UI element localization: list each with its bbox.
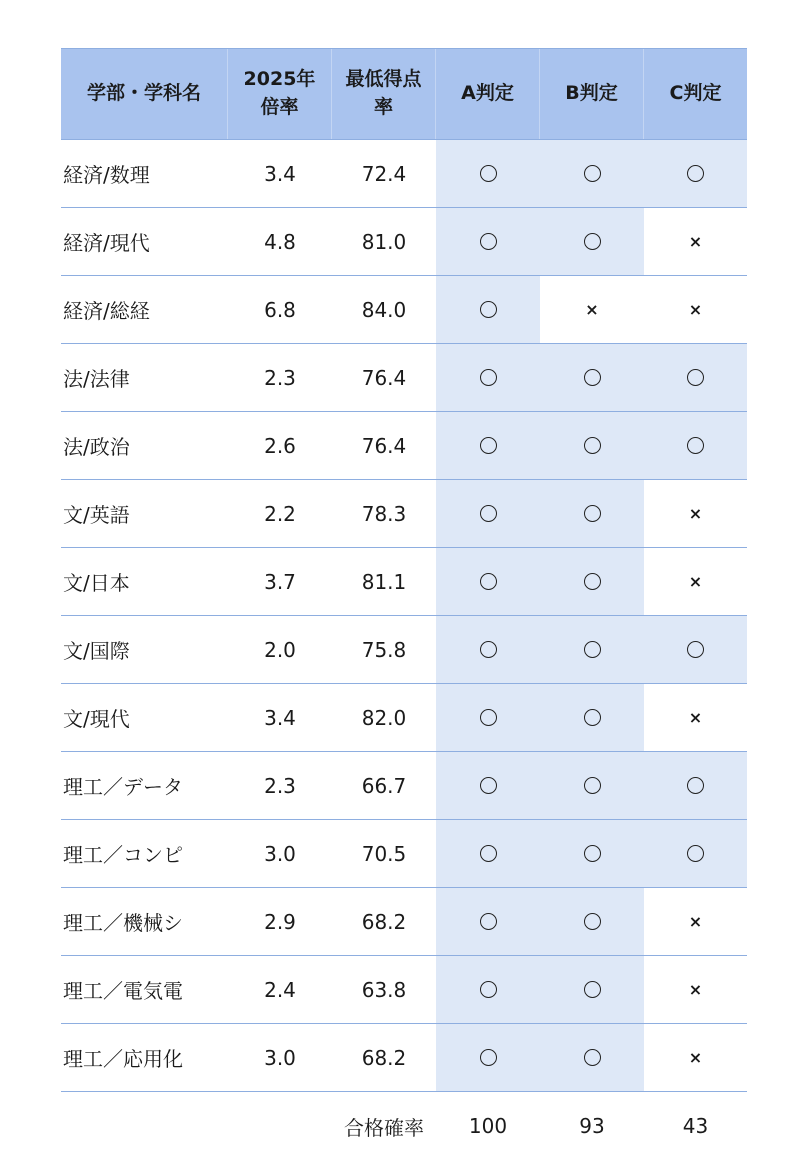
min-score-value: 82.0 bbox=[361, 705, 407, 730]
judgement-b-cell bbox=[540, 616, 644, 683]
pass-mark-icon bbox=[480, 981, 497, 998]
department-name: 理工／コンピ bbox=[63, 843, 183, 867]
judgement-c-cell bbox=[644, 1024, 747, 1091]
pass-mark-icon bbox=[584, 573, 601, 590]
department-name: 理工／データ bbox=[63, 775, 183, 799]
ratio-value: 3.0 bbox=[264, 1045, 296, 1070]
ratio-value: 2.3 bbox=[264, 365, 296, 390]
judgement-b-cell bbox=[540, 548, 644, 615]
judgement-b-cell bbox=[540, 344, 644, 411]
ratio-value: 2.4 bbox=[264, 977, 296, 1002]
table-row bbox=[61, 888, 747, 956]
judgement-c-cell bbox=[644, 616, 747, 683]
ratio-value: 2.0 bbox=[264, 637, 296, 662]
min-score-value: 78.3 bbox=[361, 501, 407, 526]
department-name: 経済/数理 bbox=[63, 163, 150, 187]
ratio-value: 2.3 bbox=[264, 773, 296, 798]
ratio-value: 6.8 bbox=[264, 297, 296, 322]
fail-mark-icon: × bbox=[585, 299, 599, 319]
pass-mark-icon bbox=[687, 369, 704, 386]
pass-probability-b: 93 bbox=[579, 1114, 605, 1138]
table-row bbox=[61, 548, 747, 616]
pass-mark-icon bbox=[687, 845, 704, 862]
min-score-value: 70.5 bbox=[361, 841, 407, 866]
pass-mark-icon bbox=[480, 505, 497, 522]
judgement-a-cell bbox=[436, 208, 540, 275]
ratio-value: 2.2 bbox=[264, 501, 296, 526]
judgement-a-cell bbox=[436, 752, 540, 819]
judgement-a-cell bbox=[436, 276, 540, 343]
fail-mark-icon: × bbox=[688, 1047, 703, 1067]
department-name: 経済/現代 bbox=[63, 231, 150, 255]
fail-mark-icon: × bbox=[688, 707, 703, 727]
table-row bbox=[61, 1024, 747, 1092]
min-score-value: 81.1 bbox=[361, 569, 407, 594]
pass-mark-icon bbox=[687, 777, 704, 794]
department-name: 理工／応用化 bbox=[63, 1047, 183, 1071]
judgement-b-cell bbox=[540, 888, 644, 955]
table-row bbox=[61, 752, 747, 820]
pass-mark-icon bbox=[584, 641, 601, 658]
pass-mark-icon bbox=[480, 573, 497, 590]
department-name: 理工／電気電 bbox=[63, 979, 183, 1003]
judgement-b-cell bbox=[540, 956, 644, 1023]
pass-mark-icon bbox=[480, 165, 497, 182]
judgement-c-cell bbox=[644, 684, 747, 751]
min-score-value: 81.0 bbox=[361, 229, 407, 254]
ratio-value: 2.6 bbox=[264, 433, 296, 458]
pass-mark-icon bbox=[584, 233, 601, 250]
pass-mark-icon bbox=[584, 505, 601, 522]
min-score-value: 63.8 bbox=[361, 977, 407, 1002]
pass-mark-icon bbox=[687, 437, 704, 454]
pass-mark-icon bbox=[687, 641, 704, 658]
min-score-value: 76.4 bbox=[361, 433, 407, 458]
judgement-b-cell bbox=[540, 276, 644, 343]
judgement-c-cell bbox=[644, 412, 747, 479]
fail-mark-icon: × bbox=[688, 503, 703, 523]
judgement-a-cell bbox=[436, 956, 540, 1023]
pass-mark-icon bbox=[480, 777, 497, 794]
fail-mark-icon: × bbox=[688, 299, 703, 319]
table-body bbox=[61, 140, 747, 1092]
pass-mark-icon bbox=[480, 437, 497, 454]
pass-mark-icon bbox=[584, 913, 601, 930]
judgement-a-cell bbox=[436, 684, 540, 751]
judgement-b-cell bbox=[540, 684, 644, 751]
department-name: 経済/総経 bbox=[63, 299, 150, 323]
judgement-a-cell bbox=[436, 344, 540, 411]
fail-mark-icon: × bbox=[688, 911, 703, 931]
judgement-c-cell bbox=[644, 956, 747, 1023]
admission-judgement-table bbox=[61, 48, 747, 1160]
pass-probability-row bbox=[61, 1092, 747, 1160]
judgement-b-cell bbox=[540, 480, 644, 547]
header-ratio: 2025年 倍率 bbox=[228, 49, 332, 139]
min-score-value: 68.2 bbox=[361, 1045, 407, 1070]
department-name: 理工／機械シ bbox=[63, 911, 183, 935]
judgement-c-cell bbox=[644, 752, 747, 819]
judgement-b-cell bbox=[540, 820, 644, 887]
judgement-a-cell bbox=[436, 888, 540, 955]
table-row bbox=[61, 412, 747, 480]
fail-mark-icon: × bbox=[688, 979, 703, 999]
pass-probability-c: 43 bbox=[682, 1114, 709, 1138]
pass-mark-icon bbox=[480, 369, 497, 386]
judgement-b-cell bbox=[540, 140, 644, 207]
pass-mark-icon bbox=[584, 845, 601, 862]
judgement-a-cell bbox=[436, 412, 540, 479]
fail-mark-icon: × bbox=[688, 571, 703, 591]
ratio-value: 4.8 bbox=[264, 229, 296, 254]
table-row bbox=[61, 276, 747, 344]
ratio-value: 3.7 bbox=[264, 569, 296, 594]
pass-mark-icon bbox=[480, 845, 497, 862]
pass-mark-icon bbox=[584, 165, 601, 182]
ratio-value: 2.9 bbox=[264, 909, 296, 934]
table-row bbox=[61, 616, 747, 684]
judgement-c-cell bbox=[644, 888, 747, 955]
judgement-a-cell bbox=[436, 1024, 540, 1091]
table-row bbox=[61, 956, 747, 1024]
pass-mark-icon bbox=[480, 709, 497, 726]
judgement-c-cell bbox=[644, 276, 747, 343]
judgement-c-cell bbox=[644, 344, 747, 411]
pass-mark-icon bbox=[480, 233, 497, 250]
pass-mark-icon bbox=[584, 1049, 601, 1066]
judgement-b-cell bbox=[540, 208, 644, 275]
judgement-b-cell bbox=[540, 752, 644, 819]
pass-mark-icon bbox=[480, 1049, 497, 1066]
table-row bbox=[61, 208, 747, 276]
judgement-c-cell bbox=[644, 548, 747, 615]
judgement-c-cell bbox=[644, 208, 747, 275]
header-a-judgement: A判定 bbox=[436, 49, 540, 139]
table-header-row bbox=[61, 48, 747, 140]
footer-spacer-1 bbox=[61, 1092, 228, 1160]
pass-mark-icon bbox=[480, 913, 497, 930]
table-row bbox=[61, 820, 747, 888]
header-department: 学部・学科名 bbox=[61, 49, 228, 139]
min-score-value: 75.8 bbox=[361, 637, 407, 662]
pass-mark-icon bbox=[687, 165, 704, 182]
min-score-value: 68.2 bbox=[361, 909, 407, 934]
pass-probability-a: 100 bbox=[468, 1114, 508, 1138]
department-name: 文/英語 bbox=[63, 503, 130, 527]
table-row bbox=[61, 140, 747, 208]
judgement-c-cell bbox=[644, 480, 747, 547]
judgement-a-cell bbox=[436, 616, 540, 683]
judgement-a-cell bbox=[436, 480, 540, 547]
pass-probability-label: 合格確率 bbox=[344, 1115, 424, 1140]
department-name: 法/法律 bbox=[63, 367, 130, 391]
pass-mark-icon bbox=[584, 369, 601, 386]
department-name: 文/国際 bbox=[63, 639, 130, 663]
table-row bbox=[61, 480, 747, 548]
ratio-value: 3.0 bbox=[264, 841, 296, 866]
min-score-value: 72.4 bbox=[361, 161, 407, 186]
min-score-value: 66.7 bbox=[361, 773, 407, 798]
header-min-score: 最低得点 率 bbox=[332, 49, 436, 139]
department-name: 法/政治 bbox=[63, 435, 130, 459]
pass-mark-icon bbox=[584, 981, 601, 998]
judgement-a-cell bbox=[436, 140, 540, 207]
min-score-value: 76.4 bbox=[361, 365, 407, 390]
pass-mark-icon bbox=[480, 641, 497, 658]
ratio-value: 3.4 bbox=[264, 705, 296, 730]
judgement-a-cell bbox=[436, 820, 540, 887]
fail-mark-icon: × bbox=[688, 231, 703, 251]
judgement-a-cell bbox=[436, 548, 540, 615]
min-score-value: 84.0 bbox=[361, 297, 407, 322]
pass-mark-icon bbox=[584, 437, 601, 454]
table-row bbox=[61, 344, 747, 412]
department-name: 文/日本 bbox=[63, 571, 130, 595]
judgement-c-cell bbox=[644, 140, 747, 207]
pass-mark-icon bbox=[584, 777, 601, 794]
judgement-b-cell bbox=[540, 1024, 644, 1091]
header-b-judgement: B判定 bbox=[540, 49, 644, 139]
pass-mark-icon bbox=[480, 301, 497, 318]
header-c-judgement: C判定 bbox=[669, 82, 722, 105]
judgement-c-cell bbox=[644, 820, 747, 887]
ratio-value: 3.4 bbox=[264, 161, 296, 186]
footer-spacer-2 bbox=[228, 1092, 332, 1160]
table-row bbox=[61, 684, 747, 752]
judgement-b-cell bbox=[540, 412, 644, 479]
department-name: 文/現代 bbox=[63, 707, 130, 731]
pass-mark-icon bbox=[584, 709, 601, 726]
